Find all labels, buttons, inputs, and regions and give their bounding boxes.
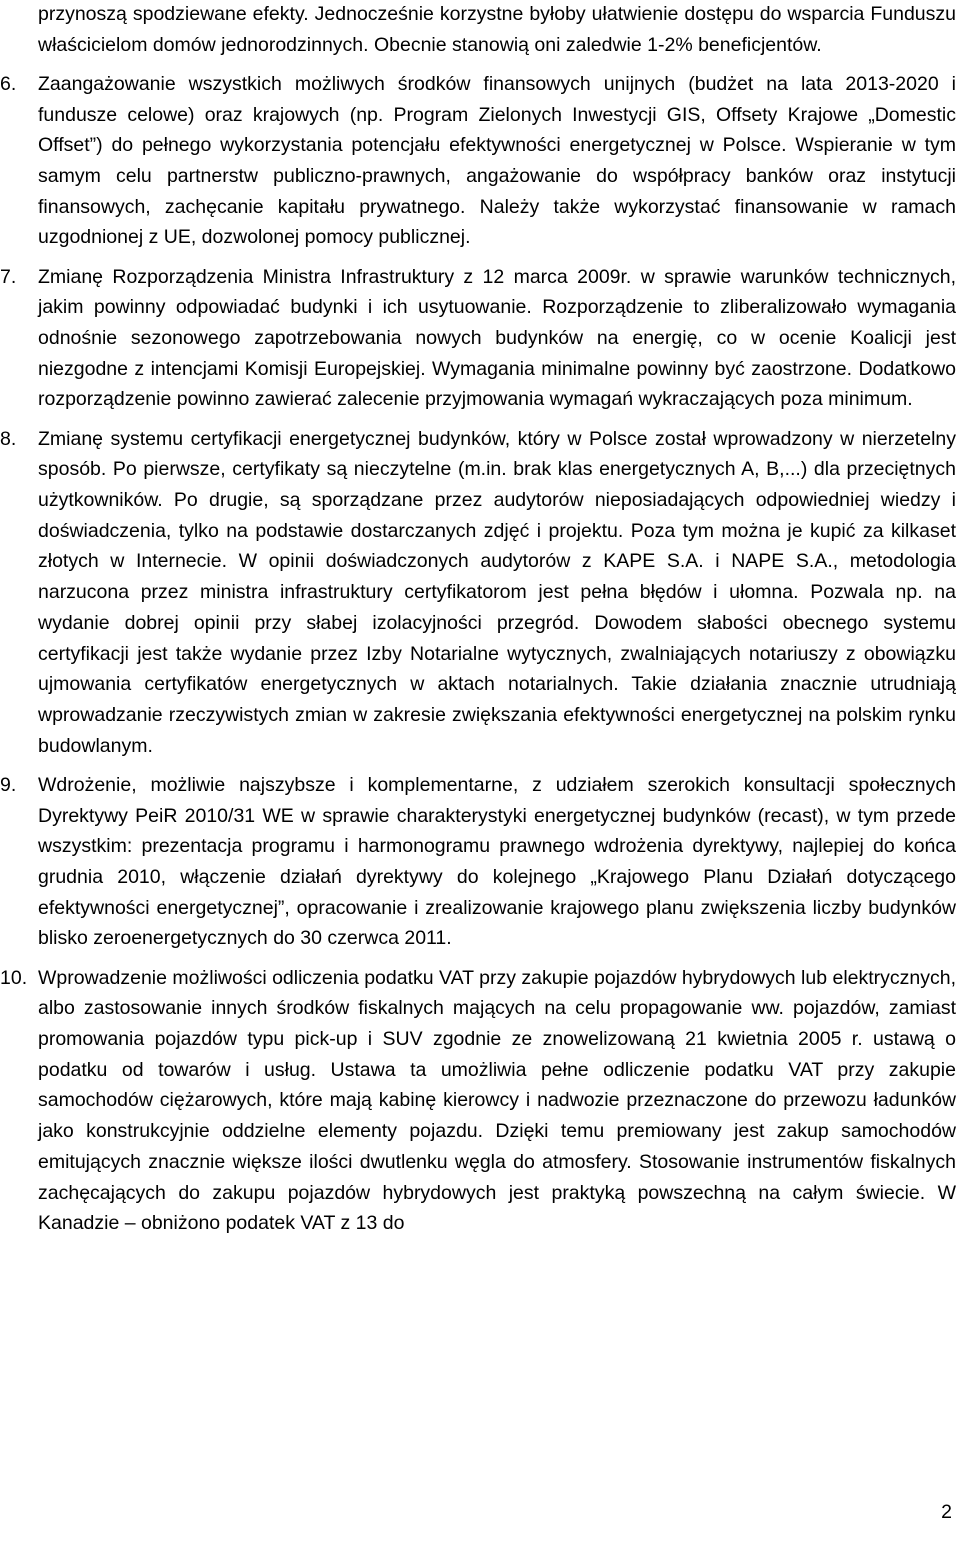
list-item-text: Zmianę systemu certyfikacji energetycznej budynków, który w Polsce został wprowadzony w nierzetelny sposób. Po pierwsze, certyfikaty są nieczytelne (m.in. brak klas energetycznych A, B,...) dla przeciętnych użytkowników. Po drugie, są sporządzane przez audytorów nieposiadających odpowiedniej wiedzy i doświadczenia, tylko na podstawie dostarczanych zdjęć i projektu. Poza tym można je kupić za kilkaset złotych w Internecie. W opinii doświadczonych audytorów z KAPE S.A. i NAPE S.A., metodologia narzucona przez ministra infrastruktury certyfikatorom jest pełna błędów i ułomna. Pozwala np. na wydanie dobrej opinii przy słabej izolacyjności przegród. Dowodem słabości obecnego systemu certyfikacji jest także wydanie przez Izby Notarialne wytycznych, zwalniających notariuszy z obowiązku ujmowania certyfikatów energetycznych w aktach notarialnych. Takie działania znacznie utrudniają wprowadzanie rzeczywistych zmian w zakresie zwiększania efektywności energetycznej na polskim rynku budowlanym. xyxy=(38,427,956,757)
list-item-10 xyxy=(0,963,957,1239)
list-item-text: Wprowadzenie możliwości odliczenia podatku VAT przy zakupie pojazdów hybrydowych lub elektrycznych, albo zastosowanie innych środków fiskalnych mających na celu propagowanie ww. pojazdów, zamiast promowania pojazdów typu pick-up i SUV zgodnie ze znowelizowaną 21 kwietnia 2005 r. ustawą o podatku od towarów i usług. Ustawa ta umożliwia pełne odliczenie podatku VAT przy zakupie samochodów ciężarowych, które mają kabinę kierowcy i nadwozie przeznaczone do przewozu ładunków jako konstrukcyjnie oddzielne elementy pojazdu. Dzięki temu premiowany jest zakup samochodów emitujących znacznie większe ilości dwutlenku węgla do atmosfery. Stosowanie instrumentów fiskalnych zachęcających do zakupu pojazdów hybrydowych jest praktyką powszechną na całym świecie. W Kanadzie – obniżono podatek VAT z 13 do xyxy=(38,966,957,1235)
list-item-number: 6. xyxy=(0,72,17,95)
list-item-number: 10. xyxy=(0,966,28,989)
list-item-number: 7. xyxy=(0,265,17,288)
intro-paragraph: przynoszą spodziewane efekty. Jednocześnie korzystne byłoby ułatwienie dostępu do wsparcia Funduszu właścicielom domów jednorodzinnych. Obecnie stanowią oni zaledwie 1-2% beneficjentów. xyxy=(38,3,956,56)
list-item-7 xyxy=(0,262,956,416)
list-item-text: Zmianę Rozporządzenia Ministra Infrastruktury z 12 marca 2009r. w sprawie warunków technicznych, jakim powinny odpowiadać budynki i ich usytuowanie. Rozporządzenie to zliberalizowało wymagania odnośnie sezonowego zapotrzebowania nowych budynków na energię, co w ocenie Koalicji jest niezgodne z intencjami Komisji Europejskiej. Wymagania minimalne powinny być zaostrzone. Dodatkowo rozporządzenie powinno zawierać zalecenie przyjmowania wymagań wykraczających poza minimum. xyxy=(38,265,956,411)
list-item-text: Wdrożenie, możliwie najszybsze i komplementarne, z udziałem szerokich konsultacji społecznych Dyrektywy PeiR 2010/31 WE w sprawie charakterystyki energetycznej budynków (recast), w tym przede wszystkim: prezentacja programu i harmonogramu prawnego wdrożenia dyrektywy, najlepiej do końca grudnia 2010, włączenie działań dyrektywy do kolejnego „Krajowego Planu Działań dotyczącego efektywności energetycznej”, opracowanie i zrealizowanie krajowego planu zwiększenia liczby budynków blisko zeroenergetycznych do 30 czerwca 2011. xyxy=(38,773,956,950)
list-item-number: 9. xyxy=(0,773,17,796)
list-item-9 xyxy=(0,770,956,954)
list-item-6 xyxy=(0,69,956,253)
page-number: 2 xyxy=(941,1501,952,1523)
list-item-number: 8. xyxy=(0,427,17,450)
list-item-8 xyxy=(0,424,956,762)
list-item-text: Zaangażowanie wszystkich możliwych środków finansowych unijnych (budżet na lata 2013-2020 i fundusze celowe) oraz krajowych (np. Program Zielonych Inwestycji GIS, Offsety Krajowe „Domestic Offset”) do pełnego wykorzystania potencjału efektywności energetycznej w Polsce. Wspieranie w tym samym celu partnerstw publiczno-prawnych, angażowanie do współpracy banków oraz instytucji finansowych, zachęcanie kapitału prywatnego. Należy także wykorzystać finansowanie w ramach uzgodnionej z UE, dozwolonej pomocy publicznej. xyxy=(38,72,956,249)
